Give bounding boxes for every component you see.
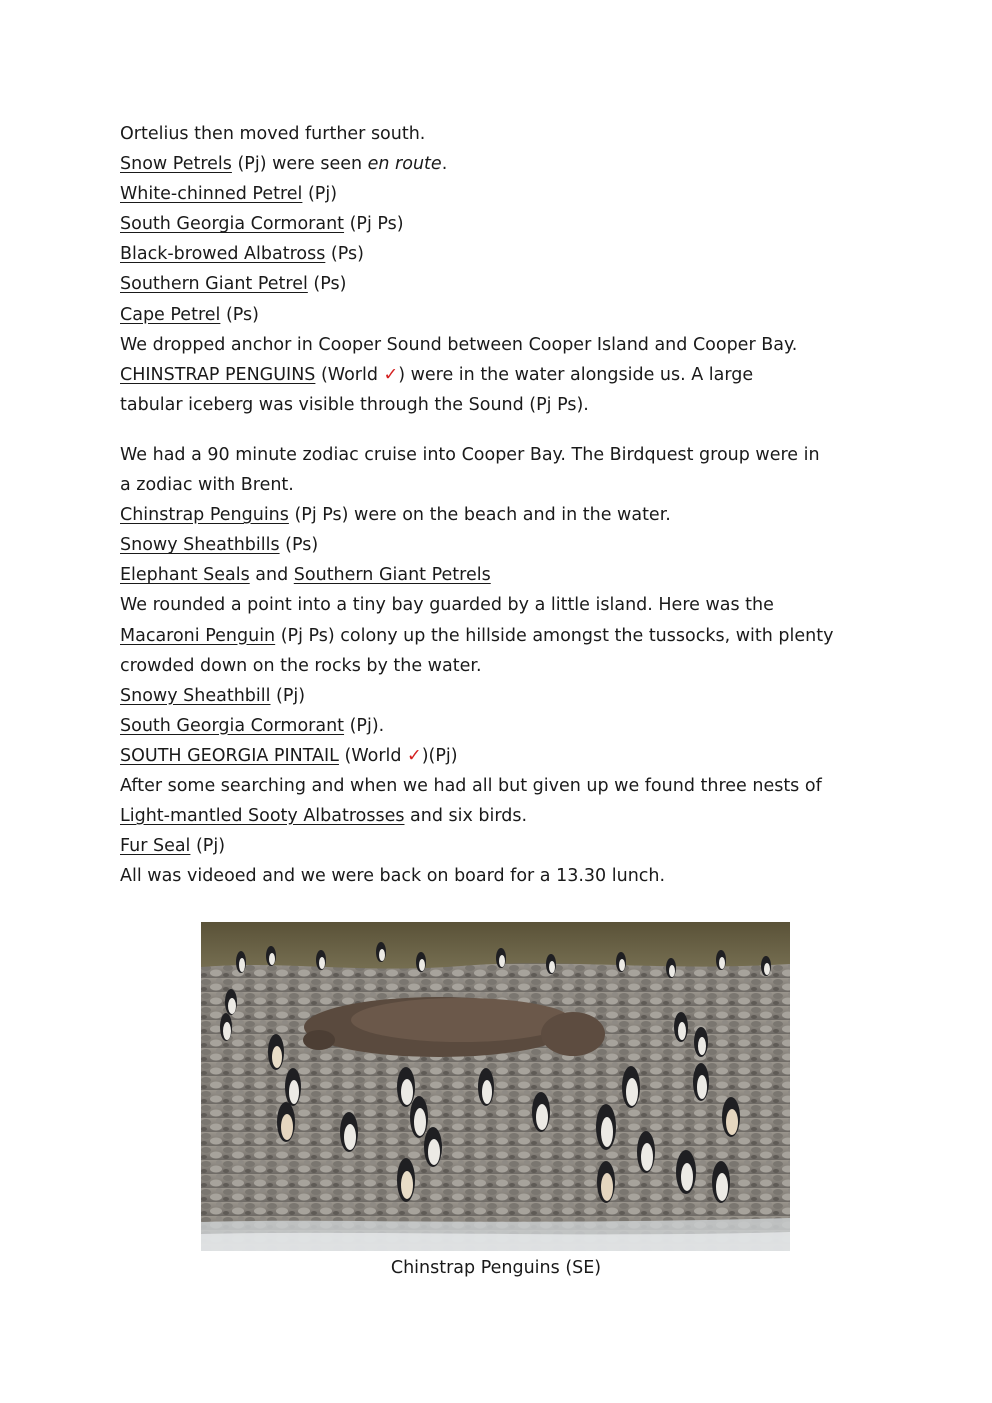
species-name: Black-browed Albatross [120, 244, 326, 265]
species-name: South Georgia Cormorant [120, 214, 345, 235]
penguin [478, 1068, 494, 1106]
text-line [120, 711, 880, 741]
species-name: Elephant Seals [120, 565, 250, 586]
sentence: a zodiac with Brent. [120, 475, 294, 496]
penguin [674, 1012, 688, 1042]
surf-foam [201, 1232, 790, 1251]
sentence: (Pj). [344, 715, 385, 736]
species-name: Chinstrap Penguins [120, 505, 289, 526]
penguin [266, 946, 276, 966]
paragraph-gap [120, 420, 880, 440]
text-line [120, 360, 880, 390]
text-line [120, 209, 880, 239]
penguin [712, 1161, 730, 1203]
text-line [120, 300, 880, 330]
penguin [761, 956, 771, 976]
penguin [622, 1066, 640, 1108]
sentence: ) were in the water alongside us. A large [398, 364, 754, 385]
text-line [120, 470, 880, 500]
sentence: and [249, 565, 294, 586]
penguin [596, 1104, 616, 1150]
species-name: Light-mantled Sooty Albatrosses [120, 806, 405, 827]
species-name: Fur Seal [120, 836, 191, 857]
species-name: Snow Petrels [120, 154, 232, 175]
penguin [397, 1067, 415, 1107]
penguin [532, 1092, 550, 1132]
penguin [340, 1112, 358, 1152]
penguin [616, 952, 626, 972]
sentence: . [441, 154, 448, 175]
text-line [120, 741, 880, 771]
penguin [716, 950, 726, 970]
penguin [597, 1161, 615, 1203]
penguin [397, 1158, 415, 1202]
penguin [236, 951, 246, 973]
sentence: tabular iceberg was visible through the Sound (Pj Ps). [120, 394, 589, 415]
penguin [410, 1096, 428, 1138]
italic-phrase: en route [367, 154, 442, 175]
sentence: (Pj Ps) colony up the hillside amongst the tussocks, with plenty [275, 625, 834, 646]
sentence: (Ps) [220, 304, 259, 325]
species-name: SOUTH GEORGIA PINTAIL [120, 745, 339, 766]
species-name: Snowy Sheathbill [120, 685, 271, 706]
sentence: and six birds. [404, 806, 528, 827]
species-name: Cape Petrel [120, 304, 221, 325]
sentence: (Ps) [325, 244, 364, 265]
sentence: (Pj Ps) [344, 214, 404, 235]
text-line [120, 149, 880, 179]
photo-illustration [201, 922, 790, 1251]
penguin [676, 1150, 696, 1194]
species-name: Southern Giant Petrel [120, 274, 308, 295]
penguin [316, 950, 326, 970]
penguin [496, 948, 506, 968]
penguin [637, 1131, 655, 1173]
document-body [120, 119, 880, 891]
sentence: We had a 90 minute zodiac cruise into Cooper Bay. The Birdquest group were in [120, 444, 820, 465]
text-line [120, 119, 880, 149]
penguin [424, 1127, 442, 1167]
penguin [416, 952, 426, 972]
species-name: CHINSTRAP PENGUINS [120, 364, 316, 385]
sentence: (Ps) [307, 274, 347, 295]
checkmark-icon: ✓ [407, 745, 422, 766]
text-line [120, 771, 880, 801]
text-line [120, 239, 880, 269]
text-line [120, 440, 880, 470]
text-line [120, 500, 880, 530]
penguin [693, 1063, 709, 1101]
sentence: (Ps) [279, 535, 319, 556]
photo-caption: Chinstrap Penguins (SE) [390, 1258, 602, 1278]
sentence: After some searching and when we had all but given up we found three nests of [120, 775, 822, 796]
sentence: (Pj) [270, 685, 306, 706]
text-line [120, 801, 880, 831]
penguin [285, 1068, 301, 1106]
penguin [722, 1097, 740, 1137]
sentence: Ortelius then moved further south. [120, 124, 426, 144]
sentence: crowded down on the rocks by the water. [120, 655, 482, 676]
penguin [546, 954, 556, 974]
text-line [120, 390, 880, 420]
text-line [120, 861, 880, 891]
species-name: Macaroni Penguin [120, 625, 276, 646]
text-line [120, 681, 880, 711]
species-name: White-chinned Petrel [120, 184, 303, 205]
sentence: (World [338, 745, 408, 766]
sentence: (Pj) [190, 836, 226, 857]
sentence: We dropped anchor in Cooper Sound between Cooper Island and Cooper Bay. [120, 334, 798, 355]
text-line [120, 621, 880, 651]
sentence: (Pj) were seen [231, 154, 368, 175]
penguin [694, 1027, 708, 1057]
sentence: (Pj Ps) were on the beach and in the water. [288, 505, 671, 526]
sentence: All was videoed and we were back on board for a 13.30 lunch. [120, 866, 666, 887]
text-line [120, 651, 880, 681]
text-line [120, 831, 880, 861]
penguin [220, 1013, 232, 1041]
penguin [666, 958, 676, 978]
sentence: (Pj) [302, 184, 338, 205]
text-line [120, 179, 880, 209]
text-line [120, 560, 880, 590]
penguin-photo [201, 922, 790, 1251]
penguin [376, 942, 386, 962]
species-name: South Georgia Cormorant [120, 715, 345, 736]
text-line [120, 330, 880, 360]
sentence: We rounded a point into a tiny bay guarded by a little island. Here was the [120, 595, 774, 616]
penguin [277, 1102, 295, 1142]
sentence: )(Pj) [421, 745, 458, 766]
species-name: Snowy Sheathbills [120, 535, 280, 556]
text-line [120, 530, 880, 560]
text-line [120, 590, 880, 620]
penguin [225, 989, 237, 1015]
text-line [120, 269, 880, 299]
sentence: (World [315, 364, 384, 385]
penguin [268, 1034, 284, 1070]
checkmark-icon: ✓ [383, 364, 399, 385]
species-name: Southern Giant Petrels [293, 565, 491, 586]
